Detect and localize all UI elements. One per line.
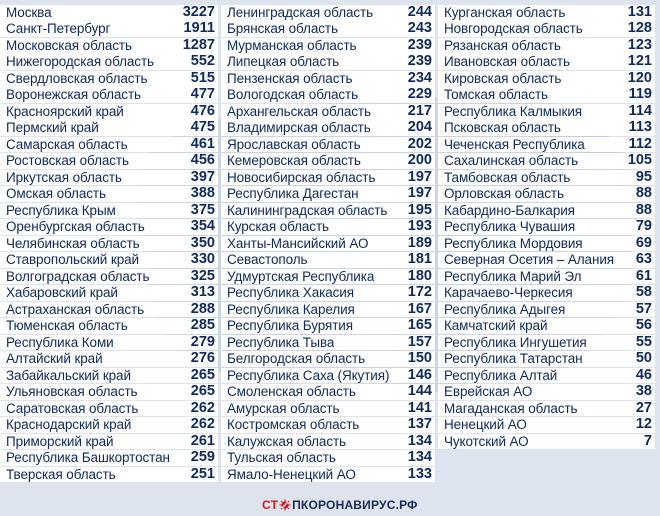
- region-case-count: 197: [407, 185, 432, 202]
- region-row: [221, 252, 435, 268]
- region-name: Вологодская область: [227, 87, 359, 103]
- region-case-count: 251: [190, 465, 215, 482]
- region-row: [438, 21, 655, 37]
- region-row: [221, 104, 435, 120]
- region-row: [221, 318, 435, 334]
- region-row: [221, 170, 435, 186]
- region-row: [438, 318, 655, 334]
- region-row: [0, 252, 218, 268]
- region-name: Оренбургская область: [6, 219, 145, 235]
- region-row: [438, 384, 655, 400]
- region-name: Калининградская область: [227, 202, 388, 218]
- region-row: [221, 302, 435, 318]
- region-case-count: 193: [407, 218, 432, 235]
- region-case-count: 57: [635, 300, 652, 317]
- region-case-count: 146: [407, 366, 432, 383]
- region-name: Республика Башкортостан: [6, 450, 170, 466]
- region-case-count: 552: [190, 53, 215, 70]
- region-name: Тамбовская область: [444, 169, 571, 185]
- region-name: Магаданская область: [444, 400, 578, 416]
- region-row: [221, 38, 435, 54]
- region-case-count: 461: [190, 135, 215, 152]
- region-name: Республика Хакасия: [227, 285, 354, 301]
- region-case-count: 244: [407, 4, 432, 20]
- region-name: Красноярский край: [6, 103, 124, 119]
- region-row: [0, 417, 218, 433]
- region-name: Забайкальский край: [6, 367, 131, 383]
- stopcoronavirus-logo: [262, 498, 418, 512]
- region-row: [221, 368, 435, 384]
- region-name: Брянская область: [227, 21, 338, 37]
- region-row: [0, 5, 218, 21]
- region-case-count: 27: [635, 399, 652, 416]
- region-case-count: 128: [627, 20, 652, 37]
- region-name: Чукотский АО: [444, 433, 529, 449]
- region-row: [0, 318, 218, 334]
- region-case-count: 1911: [183, 20, 215, 37]
- region-name: Северная Осетия – Алания: [444, 252, 614, 268]
- column-1: [0, 5, 218, 483]
- region-case-count: 3227: [182, 4, 215, 20]
- region-case-count: 88: [635, 185, 652, 202]
- region-name: Кемеровская область: [227, 153, 361, 169]
- region-row: [438, 71, 655, 87]
- region-name: Республика Адыгея: [444, 301, 566, 317]
- region-row: [438, 219, 655, 235]
- region-row: [221, 219, 435, 235]
- region-name: Тульская область: [227, 450, 336, 466]
- region-name: Московская область: [6, 37, 132, 53]
- region-name: Волгоградская область: [6, 268, 150, 284]
- region-case-count: 265: [190, 383, 215, 400]
- region-name: Архангельская область: [227, 103, 371, 119]
- column-2: [221, 5, 435, 483]
- region-row: [221, 54, 435, 70]
- region-case-count: 475: [190, 119, 215, 136]
- region-row: [221, 351, 435, 367]
- region-row: [0, 384, 218, 400]
- region-case-count: 134: [407, 432, 432, 449]
- region-name: Владимирская область: [227, 120, 371, 136]
- region-case-count: 69: [635, 234, 652, 251]
- region-row: [0, 351, 218, 367]
- region-case-count: 165: [407, 317, 432, 334]
- region-case-count: 134: [407, 449, 432, 466]
- region-case-count: 61: [635, 267, 652, 284]
- logo-part-rest: ПКОРОНАВИРУС.РФ: [292, 498, 418, 512]
- region-name: Самарская область: [6, 136, 128, 152]
- region-name: Севастополь: [227, 252, 308, 268]
- region-case-count: 167: [407, 300, 432, 317]
- region-row: [0, 104, 218, 120]
- region-row: [221, 203, 435, 219]
- region-case-count: 119: [628, 86, 652, 103]
- region-name: Пермский край: [6, 120, 99, 136]
- region-case-count: 354: [190, 218, 215, 235]
- region-case-count: 7: [643, 432, 652, 449]
- region-row: [438, 269, 655, 285]
- region-case-count: 120: [627, 69, 652, 86]
- region-row: [221, 269, 435, 285]
- region-case-count: 121: [627, 53, 652, 70]
- region-name: Кабардино-Балкария: [444, 202, 575, 218]
- region-row: [438, 87, 655, 103]
- region-case-count: 1287: [182, 36, 215, 53]
- region-case-count: 189: [407, 234, 432, 251]
- region-row: [438, 401, 655, 417]
- region-name: Республика Алтай: [444, 367, 558, 383]
- region-row: [438, 38, 655, 54]
- region-row: [0, 269, 218, 285]
- region-case-count: 350: [190, 234, 215, 251]
- region-row: [438, 54, 655, 70]
- region-case-count: 172: [407, 284, 432, 301]
- region-row: [221, 401, 435, 417]
- region-case-count: 265: [190, 366, 215, 383]
- region-row: [438, 104, 655, 120]
- region-name: Карачаево-Черкесия: [444, 285, 573, 301]
- region-row: [221, 71, 435, 87]
- region-name: Республика Коми: [6, 334, 114, 350]
- region-case-count: 50: [635, 350, 652, 367]
- region-row: [0, 120, 218, 136]
- region-row: [0, 401, 218, 417]
- region-case-count: 229: [407, 86, 432, 103]
- region-row: [438, 302, 655, 318]
- region-name: Ростовская область: [6, 153, 129, 169]
- region-row: [0, 71, 218, 87]
- region-name: Орловская область: [444, 186, 564, 202]
- region-case-count: 288: [190, 300, 215, 317]
- region-case-count: 79: [635, 218, 652, 235]
- region-case-count: 330: [190, 251, 215, 268]
- region-row: [0, 368, 218, 384]
- region-name: Белгородская область: [227, 351, 366, 367]
- region-name: Омская область: [6, 186, 106, 202]
- region-name: Калужская область: [227, 433, 346, 449]
- region-row: [221, 21, 435, 37]
- region-row: [221, 5, 435, 21]
- region-name: Камчатский край: [444, 318, 548, 334]
- region-name: Тюменская область: [6, 318, 128, 334]
- region-row: [221, 285, 435, 301]
- region-name: Москва: [6, 5, 52, 20]
- region-row: [0, 137, 218, 153]
- region-case-count: 239: [407, 53, 432, 70]
- region-name: Саратовская область: [6, 400, 139, 416]
- region-case-count: 56: [635, 317, 652, 334]
- region-row: [438, 351, 655, 367]
- region-name: Республика Карелия: [227, 301, 355, 317]
- region-name: Ярославская область: [227, 136, 361, 152]
- region-case-count: 259: [190, 449, 215, 466]
- region-case-count: 285: [190, 317, 215, 334]
- region-row: [0, 450, 218, 466]
- region-case-count: 200: [407, 152, 432, 169]
- region-name: Пензенская область: [227, 70, 353, 86]
- region-row: [0, 170, 218, 186]
- region-name: Удмуртская Республика: [227, 268, 375, 284]
- region-row: [221, 186, 435, 202]
- region-case-count: 325: [190, 267, 215, 284]
- region-case-count: 95: [635, 168, 652, 185]
- region-row: [221, 137, 435, 153]
- region-row: [438, 203, 655, 219]
- region-case-count: 388: [190, 185, 215, 202]
- region-case-count: 144: [407, 383, 432, 400]
- region-row: [438, 186, 655, 202]
- region-row: [438, 368, 655, 384]
- region-case-count: 131: [627, 4, 652, 20]
- region-name: Краснодарский край: [6, 417, 132, 433]
- region-row: [438, 252, 655, 268]
- region-row: [221, 153, 435, 169]
- region-name: Чеченская Республика: [444, 136, 585, 152]
- logo-part-st: СТ: [262, 498, 279, 512]
- region-name: Новосибирская область: [227, 169, 376, 185]
- region-case-count: 105: [627, 152, 652, 169]
- region-name: Санкт-Петербург: [6, 21, 111, 37]
- region-row: [221, 434, 435, 450]
- region-case-count: 204: [407, 119, 432, 136]
- region-case-count: 46: [635, 366, 652, 383]
- region-name: Челябинская область: [6, 235, 140, 251]
- region-name: Астраханская область: [6, 301, 145, 317]
- region-case-count: 157: [407, 333, 432, 350]
- region-name: Республика Калмыкия: [444, 103, 582, 119]
- region-name: Костромская область: [227, 417, 360, 433]
- region-row: [438, 120, 655, 136]
- region-case-count: 113: [628, 119, 652, 136]
- region-row: [0, 186, 218, 202]
- region-name: Кировская область: [444, 70, 562, 86]
- region-case-count: 456: [190, 152, 215, 169]
- region-row: [221, 87, 435, 103]
- region-case-count: 234: [407, 69, 432, 86]
- region-case-count: 477: [190, 86, 215, 103]
- region-row: [0, 335, 218, 351]
- region-name: Томская область: [444, 87, 548, 103]
- region-row: [0, 236, 218, 252]
- region-case-count: 181: [407, 251, 432, 268]
- region-row: [438, 153, 655, 169]
- region-name: Иркутская область: [6, 169, 122, 185]
- region-row: [221, 236, 435, 252]
- region-name: Ставропольский край: [6, 252, 139, 268]
- region-case-count: 195: [407, 201, 432, 218]
- region-case-count: 123: [627, 36, 652, 53]
- region-name: Ульяновская область: [6, 384, 138, 400]
- region-row: [438, 137, 655, 153]
- region-case-count: 12: [635, 416, 652, 433]
- region-name: Смоленская область: [227, 384, 356, 400]
- region-name: Республика Ингушетия: [444, 334, 587, 350]
- region-name: Республика Дагестан: [227, 186, 359, 202]
- region-row: [0, 302, 218, 318]
- region-name: Ханты-Мансийский АО: [227, 235, 369, 251]
- region-case-count: 197: [407, 168, 432, 185]
- region-case-count: 243: [407, 20, 432, 37]
- region-case-count: 58: [635, 284, 652, 301]
- region-name: Сахалинская область: [444, 153, 578, 169]
- region-row: [438, 335, 655, 351]
- region-row: [221, 384, 435, 400]
- region-case-count: 150: [407, 350, 432, 367]
- region-row: [0, 21, 218, 37]
- region-name: Хабаровский край: [6, 285, 118, 301]
- region-case-count: 88: [635, 201, 652, 218]
- region-case-count: 261: [190, 432, 215, 449]
- region-row: [0, 38, 218, 54]
- region-name: Нижегородская область: [6, 54, 154, 70]
- region-case-count: 141: [407, 399, 432, 416]
- region-case-count: 397: [190, 168, 215, 185]
- region-case-count: 202: [407, 135, 432, 152]
- region-row: [438, 170, 655, 186]
- region-case-count: 55: [635, 333, 652, 350]
- region-case-count: 276: [190, 350, 215, 367]
- region-name: Приморский край: [6, 433, 114, 449]
- region-case-count: 112: [628, 135, 652, 152]
- region-row: [438, 285, 655, 301]
- region-row: [438, 5, 655, 21]
- region-case-count: 476: [190, 102, 215, 119]
- region-name: Воронежская область: [6, 87, 141, 103]
- region-name: Еврейская АО: [444, 384, 533, 400]
- region-name: Новгородская область: [444, 21, 583, 37]
- region-row: [0, 153, 218, 169]
- region-row: [0, 203, 218, 219]
- region-name: Республика Мордовия: [444, 235, 583, 251]
- region-case-count: 515: [190, 69, 215, 86]
- region-case-count: 217: [407, 102, 432, 119]
- region-case-count: 38: [635, 383, 652, 400]
- region-row: [0, 434, 218, 450]
- region-name: Республика Саха (Якутия): [227, 367, 390, 383]
- region-row: [221, 467, 435, 483]
- region-row: [221, 335, 435, 351]
- region-row: [0, 54, 218, 70]
- region-name: Курская область: [227, 219, 329, 235]
- region-case-count: 114: [628, 102, 652, 119]
- region-case-count: 133: [407, 465, 432, 482]
- region-name: Ивановская область: [444, 54, 570, 70]
- column-3: [438, 5, 655, 450]
- region-name: Ямало-Ненецкий АО: [227, 466, 356, 482]
- region-row: [0, 285, 218, 301]
- region-case-count: 262: [190, 399, 215, 416]
- region-row: [438, 434, 655, 450]
- region-row: [0, 87, 218, 103]
- region-row: [221, 450, 435, 466]
- region-name: Ленинградская область: [227, 5, 374, 20]
- region-name: Алтайский край: [6, 351, 103, 367]
- region-name: Республика Марий Эл: [444, 268, 582, 284]
- region-case-count: 239: [407, 36, 432, 53]
- region-case-count: 262: [190, 416, 215, 433]
- region-row: [0, 219, 218, 235]
- region-name: Липецкая область: [227, 54, 340, 70]
- region-name: Рязанская область: [444, 37, 561, 53]
- region-name: Ненецкий АО: [444, 417, 527, 433]
- region-name: Амурская область: [227, 400, 340, 416]
- region-case-count: 180: [407, 267, 432, 284]
- region-case-count: 279: [190, 333, 215, 350]
- region-name: Мурманская область: [227, 37, 357, 53]
- region-case-count: 137: [407, 416, 432, 433]
- region-name: Тверская область: [6, 466, 116, 482]
- region-case-count: 375: [190, 201, 215, 218]
- region-row: [0, 467, 218, 483]
- region-row: [438, 236, 655, 252]
- region-row: [221, 120, 435, 136]
- region-row: [438, 417, 655, 433]
- region-name: Республика Тыва: [227, 334, 335, 350]
- region-name: Псковская область: [444, 120, 561, 136]
- region-name: Свердловская область: [6, 70, 148, 86]
- region-name: Республика Татарстан: [444, 351, 583, 367]
- region-case-count: 63: [635, 251, 652, 268]
- region-name: Курганская область: [444, 5, 566, 20]
- virus-icon: [279, 499, 291, 511]
- region-name: Республика Чувашия: [444, 219, 576, 235]
- region-row: [221, 417, 435, 433]
- region-name: Республика Бурятия: [227, 318, 353, 334]
- region-name: Республика Крым: [6, 202, 116, 218]
- region-case-count: 313: [190, 284, 215, 301]
